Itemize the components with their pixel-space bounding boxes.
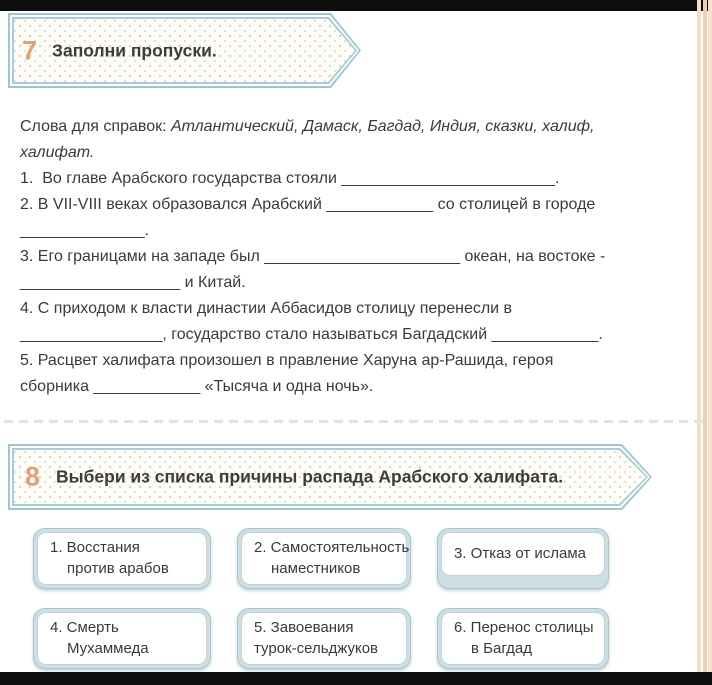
option-text: 1. Восстания (50, 539, 140, 556)
word-bank-line1 (20, 114, 696, 140)
bottom-black-bar (0, 672, 712, 685)
task8-options-grid (33, 528, 611, 669)
fill-line-5b: сборника ____________ «Тысяча и одна ночь». (20, 378, 374, 395)
task8-header-banner (8, 444, 652, 510)
task7-title: Заполни пропуски. (52, 40, 217, 60)
option-card-inner (241, 532, 410, 585)
option-card-2[interactable] (237, 528, 411, 589)
task8-title: Выбери из списка причины распада Арабского халифата. (56, 466, 564, 487)
fill-line-3b: __________________ и Китай. (20, 274, 246, 291)
fill-line-3: 3. Его границами на западе был ______________________ океан, на востоке - (20, 248, 606, 265)
word-bank-terms: Атлантический, Дамаск, Багдад, Индия, сказки, халиф, (171, 118, 595, 135)
page-edge-strip (703, 0, 707, 685)
option-card-1[interactable] (33, 528, 211, 589)
option-card-5[interactable] (237, 608, 411, 669)
option-text: в Багдад (471, 639, 532, 657)
option-text: 5. Завоевания (254, 619, 354, 636)
option-card-inner (37, 612, 207, 665)
fill-line-4: 4. С приходом к власти династии Аббасидов столицу перенесли в (20, 300, 513, 317)
option-card-3[interactable] (437, 528, 609, 589)
option-text: 4. Смерть (50, 619, 119, 636)
option-card-6[interactable] (437, 608, 609, 669)
fill-line-2: 2. В VII-VIII веках образовался Арабский ____________ со столицей в городе (20, 196, 596, 213)
page-edge-strip (708, 0, 712, 685)
option-text: 3. Отказ от ислама (454, 544, 587, 562)
task7-header-banner (8, 13, 361, 88)
option-text: против арабов (67, 559, 169, 577)
option-card-inner (441, 532, 605, 576)
option-text: 6. Перенос столицы (454, 619, 594, 636)
option-card-inner (241, 612, 407, 665)
task7-number: 7 (22, 35, 38, 65)
task7-body (20, 114, 696, 400)
option-card-inner (441, 612, 605, 665)
fill-line-1: 1. Во главе Арабского государства стояли ________________________. (20, 170, 560, 187)
option-text: наместников (271, 559, 361, 577)
option-card-inner (37, 532, 207, 585)
top-black-bar (0, 0, 712, 11)
word-bank-line2: халифат. (20, 144, 95, 161)
word-bank-label: Слова для справок: (20, 118, 167, 135)
fill-line-4b: ________________, государство стало называться Багдадский ____________. (20, 326, 603, 343)
fill-line-2b: ______________. (20, 222, 150, 239)
option-text: Мухаммеда (67, 639, 149, 657)
task8-number: 8 (25, 461, 41, 492)
fill-line-5: 5. Расцвет халифата произошел в правление Харуна ар-Рашида, героя (20, 352, 554, 369)
section-divider (4, 420, 706, 423)
option-text: турок-сельджуков (254, 639, 379, 657)
page-edge-strip (697, 0, 701, 685)
option-card-4[interactable] (33, 608, 211, 669)
option-text: 2. Самостоятельность (254, 539, 410, 556)
